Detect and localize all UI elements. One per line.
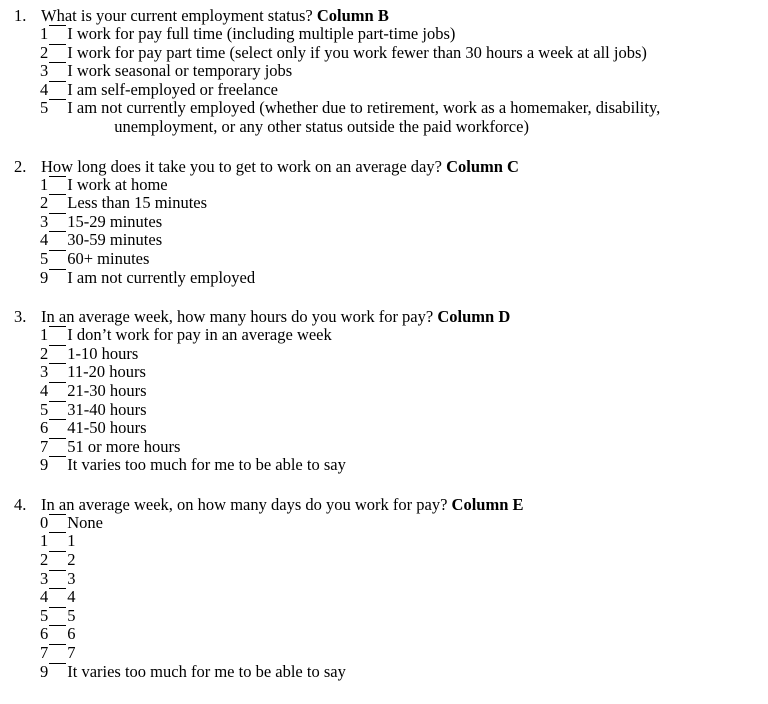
option-row[interactable] [14,81,756,100]
option-label-text: I work for pay part time (select only if you work fewer than 30 hours a week at all jobs) [67,42,647,62]
option-label-continuation: unemployment, or any other status outside the paid workforce) [114,116,529,136]
question-prompt: What is your current employment status? [41,6,317,25]
option-code: 0 [40,512,49,532]
option-label-text: It varies too much for me to be able to say [67,661,346,681]
option-row[interactable] [14,570,756,589]
option-blank-line[interactable] [49,401,66,402]
option-row[interactable] [14,194,756,213]
option-label-text: 15-29 minutes [67,211,163,231]
option-row[interactable] [14,663,756,682]
option-row[interactable] [14,62,756,81]
option-label-text: 60+ minutes [67,248,150,268]
option-label-text: Less than 15 minutes [67,193,208,213]
option-row[interactable] [14,326,756,345]
option-code: 3 [40,211,49,231]
option-row[interactable] [14,345,756,364]
option-code: 1 [40,174,49,194]
option-blank-line[interactable] [49,663,66,664]
option-row[interactable] [14,401,756,420]
option-label-text: 4 [67,587,76,607]
option-code: 7 [40,436,49,456]
question-block [14,157,756,288]
option-list [14,25,756,137]
option-label [66,194,756,213]
option-label [66,363,756,382]
option-code: 2 [40,42,49,62]
option-label [66,551,756,570]
option-label [66,44,756,63]
option-code: 9 [40,455,49,475]
option-code: 5 [40,399,49,419]
option-blank-line[interactable] [49,625,66,626]
option-blank-line[interactable] [49,213,66,214]
option-label-text: I am not currently employed [67,267,256,287]
option-label [66,250,756,269]
column-label: Column E [451,494,524,514]
option-code: 4 [40,79,49,99]
option-label [66,607,756,626]
option-label [66,326,756,345]
option-label [66,99,756,136]
option-label-text: 7 [67,643,76,663]
option-label [66,644,756,663]
option-label [66,663,756,682]
option-blank-line[interactable] [49,456,66,457]
question-block [14,495,756,681]
question-text [41,6,756,25]
question-heading [14,157,756,176]
option-code: 2 [40,193,49,213]
option-code: 4 [40,587,49,607]
question-block [14,307,756,475]
option-code: 1 [40,531,49,551]
question-heading [14,307,756,326]
question-prompt: In an average week, how many hours do you work for pay? [41,307,438,327]
option-blank-line[interactable] [49,250,66,251]
option-blank-line[interactable] [49,363,66,364]
option-blank-line[interactable] [49,269,66,270]
option-label-text: 21-30 hours [67,380,147,400]
option-row[interactable] [14,25,756,44]
option-label [66,625,756,644]
option-label [66,401,756,420]
option-row[interactable] [14,213,756,232]
option-label [66,438,756,457]
option-list [14,176,756,288]
option-code: 7 [40,643,49,663]
option-label [66,213,756,232]
option-label [66,456,756,475]
option-label [66,570,756,589]
option-label [66,588,756,607]
option-blank-line[interactable] [49,588,66,589]
option-row[interactable] [14,607,756,626]
option-row[interactable] [14,44,756,63]
option-label-text: I work at home [67,174,168,194]
option-row[interactable] [14,382,756,401]
option-blank-line[interactable] [49,419,66,420]
question-prompt: In an average week, on how many days do you work for pay? [41,494,452,514]
option-label-text: 5 [67,605,76,625]
option-label-text: 1-10 hours [67,343,139,363]
option-label [66,62,756,81]
option-label-text: I am self-employed or freelance [67,79,278,99]
option-row[interactable] [14,231,756,250]
option-row[interactable] [14,250,756,269]
question-number: 1. [14,6,27,25]
option-row[interactable] [14,514,756,533]
option-row[interactable] [14,551,756,570]
option-label-text: I am not currently employed (whether due to retirement, work as a homemaker, disability, [67,98,661,118]
option-code: 9 [40,661,49,681]
option-code: 6 [40,624,49,644]
option-code: 5 [40,605,49,625]
question-text [41,495,756,514]
option-row[interactable] [14,363,756,382]
option-row[interactable] [14,588,756,607]
option-label [66,81,756,100]
option-blank-line[interactable] [49,644,66,645]
option-label [66,514,756,533]
question-text [41,307,756,326]
option-row[interactable] [14,438,756,457]
option-blank-line[interactable] [49,62,66,63]
question-text [41,157,756,176]
option-blank-line[interactable] [49,438,66,439]
option-code: 3 [40,61,49,81]
option-label [66,345,756,364]
option-label-text: 30-59 minutes [67,230,163,250]
option-code: 1 [40,325,49,345]
option-label-text: 1 [67,531,76,551]
option-code: 2 [40,343,49,363]
option-row[interactable] [14,176,756,195]
option-label-text: 41-50 hours [67,418,147,438]
option-code: 5 [40,98,49,118]
option-label-text: None [67,512,103,532]
question-prompt: How long does it take you to get to work on an average day? [41,156,447,176]
option-label [66,382,756,401]
option-label-text: 6 [67,624,76,644]
option-blank-line[interactable] [49,176,66,177]
option-label [66,176,756,195]
option-code: 3 [40,568,49,588]
option-label-text: It varies too much for me to be able to say [67,455,346,475]
option-blank-line[interactable] [49,194,66,195]
column-label: Column C [446,156,519,176]
option-code: 1 [40,24,49,43]
column-label: Column B [316,6,389,25]
option-label [66,532,756,551]
option-row[interactable] [14,625,756,644]
option-row[interactable] [14,456,756,475]
option-label-text: 31-40 hours [67,399,147,419]
option-list [14,326,756,475]
option-blank-line[interactable] [49,607,66,608]
option-row[interactable] [14,419,756,438]
option-blank-line[interactable] [49,99,66,100]
option-row[interactable] [14,532,756,551]
option-blank-line[interactable] [49,570,66,571]
option-row[interactable] [14,269,756,288]
option-row[interactable] [14,99,756,136]
option-label-text: 51 or more hours [67,436,181,456]
question-heading [14,6,756,25]
option-code: 6 [40,418,49,438]
question-heading [14,495,756,514]
option-label [66,269,756,288]
option-label-text: I work seasonal or temporary jobs [67,61,293,81]
option-blank-line[interactable] [49,514,66,515]
option-blank-line[interactable] [49,25,66,26]
option-blank-line[interactable] [49,44,66,45]
option-code: 4 [40,230,49,250]
option-code: 2 [40,550,49,570]
option-blank-line[interactable] [49,551,66,552]
option-label-text: 2 [67,550,76,570]
option-label [66,25,756,44]
option-code: 3 [40,362,49,382]
option-blank-line[interactable] [49,382,66,383]
question-block [14,6,756,137]
option-label-text: 3 [67,568,76,588]
option-code: 4 [40,380,49,400]
option-blank-line[interactable] [49,81,66,82]
option-code: 9 [40,267,49,287]
option-blank-line[interactable] [49,532,66,533]
option-code: 5 [40,248,49,268]
option-blank-line[interactable] [49,326,66,327]
option-label-text: 11-20 hours [67,362,146,382]
option-list [14,514,756,681]
option-blank-line[interactable] [49,345,66,346]
option-label [66,231,756,250]
option-label-text: I work for pay full time (including multiple part-time jobs) [67,24,456,43]
question-number: 3. [14,307,27,327]
option-row[interactable] [14,644,756,663]
question-number: 4. [14,494,27,514]
questions-list [14,6,756,681]
option-label-text: I don’t work for pay in an average week [67,325,332,345]
question-number: 2. [14,156,27,176]
column-label: Column D [437,307,511,327]
option-label [66,419,756,438]
option-blank-line[interactable] [49,231,66,232]
